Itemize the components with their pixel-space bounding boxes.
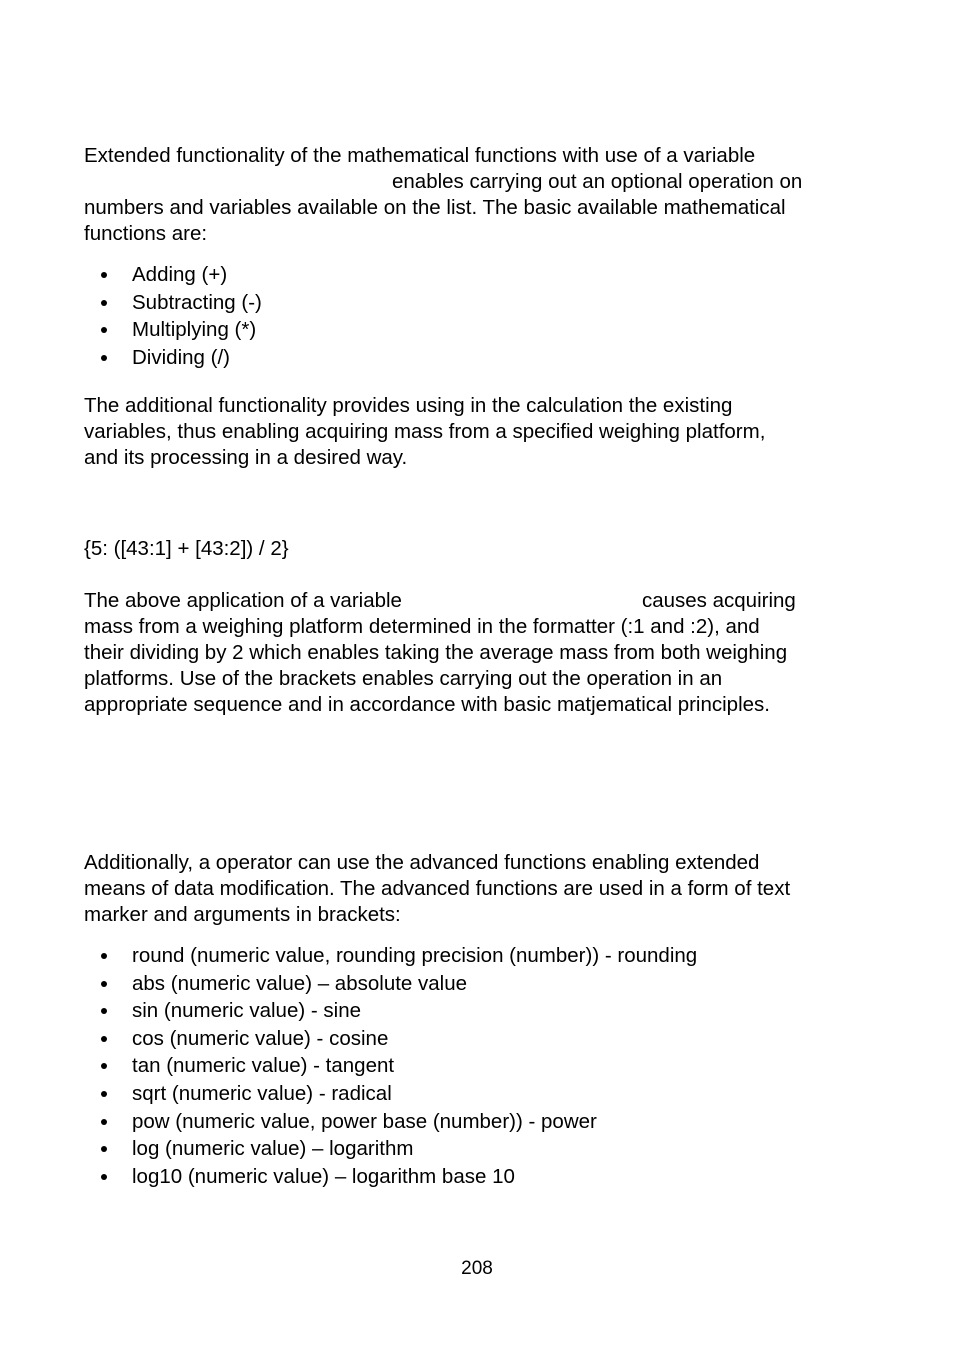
- intro-paragraph: [84, 143, 884, 247]
- explanation-line-2: mass from a weighing platform determined in the formatter (:1 and :2), and: [84, 615, 760, 638]
- list-item: cos (numeric value) - cosine: [84, 1025, 884, 1053]
- list-item: abs (numeric value) – absolute value: [84, 970, 884, 998]
- intro-line-4: functions are:: [84, 222, 208, 245]
- advanced-line-3: marker and arguments in brackets:: [84, 903, 401, 926]
- intro-line-3: numbers and variables available on the list. The basic available mathematical: [84, 196, 786, 219]
- advanced-line-1: Additionally, a operator can use the advanced functions enabling extended: [84, 851, 760, 874]
- explanation-line-5: appropriate sequence and in accordance with basic matjematical principles.: [84, 693, 770, 716]
- additional-line-2: variables, thus enabling acquiring mass from a specified weighing platform,: [84, 420, 766, 443]
- explanation-line-1-start: The above application of a variable: [84, 589, 402, 612]
- explanation-paragraph: [84, 588, 884, 718]
- additional-paragraph: [84, 393, 884, 471]
- list-item: tan (numeric value) - tangent: [84, 1052, 884, 1080]
- list-item: sin (numeric value) - sine: [84, 997, 884, 1025]
- intro-line-2: enables carrying out an optional operation on: [392, 170, 803, 193]
- additional-line-3: and its processing in a desired way.: [84, 446, 408, 469]
- advanced-functions-list: [84, 942, 884, 1190]
- list-item: sqrt (numeric value) - radical: [84, 1080, 884, 1108]
- list-item: round (numeric value, rounding precision (number)) - rounding: [84, 942, 884, 970]
- advanced-paragraph: [84, 850, 884, 928]
- additional-line-1: The additional functionality provides using in the calculation the existing: [84, 394, 733, 417]
- list-item: Subtracting (-): [84, 289, 884, 317]
- list-item: pow (numeric value, power base (number)) - power: [84, 1108, 884, 1136]
- example-expression: {5: ([43:1] + [43:2]) / 2}: [84, 537, 289, 560]
- intro-line-1: Extended functionality of the mathematical functions with use of a variable: [84, 144, 756, 167]
- list-item: Dividing (/): [84, 344, 884, 372]
- explanation-line-3: their dividing by 2 which enables taking the average mass from both weighing: [84, 641, 788, 664]
- page-number: 208: [461, 1258, 493, 1279]
- basic-functions-list: [84, 261, 884, 372]
- explanation-line-1-end: causes acquiring: [641, 589, 796, 612]
- list-item: log10 (numeric value) – logarithm base 10: [84, 1163, 884, 1191]
- explanation-line-1: [84, 588, 884, 614]
- example-code: [84, 536, 884, 562]
- list-item: log (numeric value) – logarithm: [84, 1135, 884, 1163]
- advanced-line-2: means of data modification. The advanced functions are used in a form of text: [84, 877, 791, 900]
- list-item: Adding (+): [84, 261, 884, 289]
- explanation-line-4: platforms. Use of the brackets enables carrying out the operation in an: [84, 667, 723, 690]
- list-item: Multiplying (*): [84, 316, 884, 344]
